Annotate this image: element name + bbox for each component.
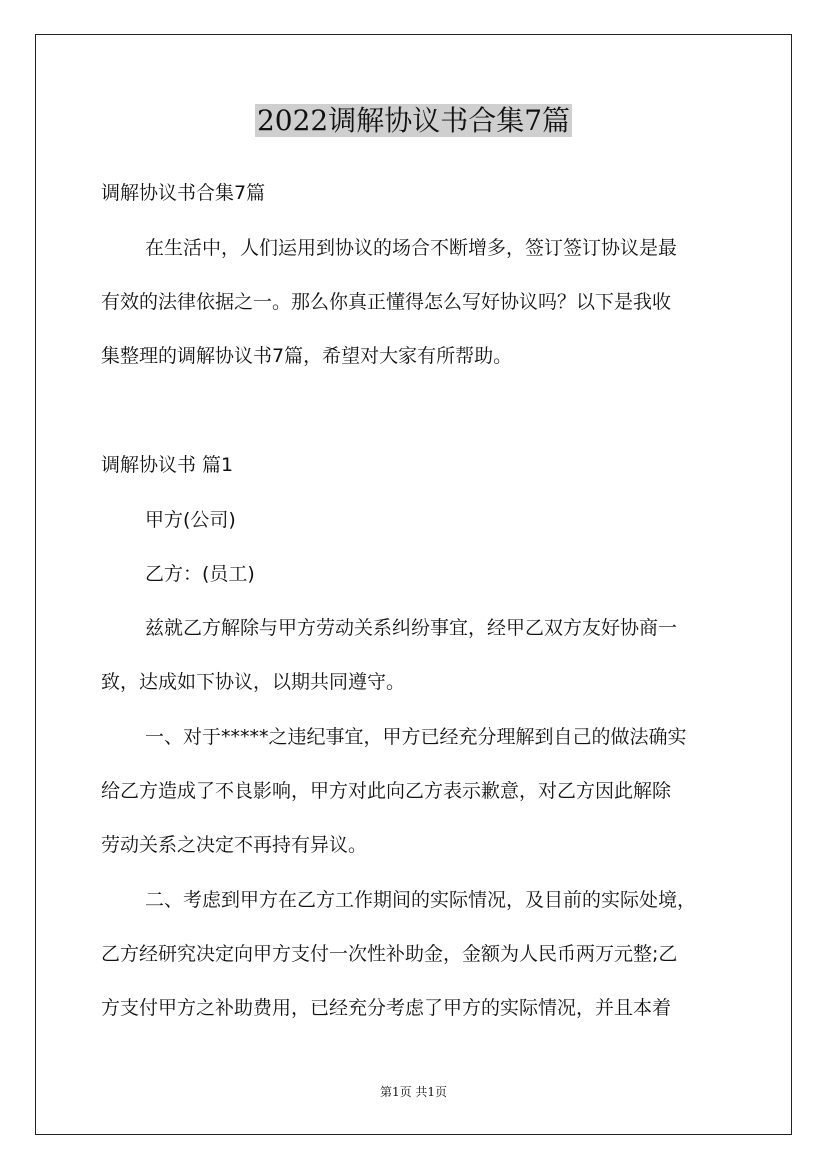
intro-line-3: 集整理的调解协议书7篇，希望对大家有所帮助。 xyxy=(101,345,513,367)
para2-line-3: 劳动关系之决定不再持有异议。 xyxy=(101,834,368,856)
document-title: 2022调解协议书合集7篇 xyxy=(256,104,571,137)
document-title-wrap xyxy=(0,101,827,141)
party-b: 乙方：(员工) xyxy=(145,563,255,585)
para1-line-1: 兹就乙方解除与甲方劳动关系纠纷事宜，经甲乙双方友好协商一 xyxy=(145,617,678,639)
para3-line-1: 二、考虑到甲方在乙方工作期间的实际情况，及目前的实际处境， xyxy=(145,889,697,911)
party-a: 甲方(公司) xyxy=(145,509,236,531)
intro-line-2: 有效的法律依据之一。那么你真正懂得怎么写好协议吗？以下是我收 xyxy=(101,291,672,313)
subtitle: 调解协议书合集7篇 xyxy=(101,182,266,204)
para1-line-2: 致，达成如下协议，以期共同遵守。 xyxy=(101,671,406,693)
section-heading: 调解协议书 篇1 xyxy=(101,454,234,476)
page-footer: 第1页 共1页 xyxy=(379,1085,448,1099)
intro-line-1: 在生活中，人们运用到协议的场合不断增多，签订签订协议是最 xyxy=(145,237,678,259)
para3-line-3: 方支付甲方之补助费用，已经充分考虑了甲方的实际情况，并且本着 xyxy=(101,997,672,1019)
para2-line-1: 一、对于*****之违纪事宜，甲方已经充分理解到自己的做法确实 xyxy=(145,726,687,748)
para3-line-2: 乙方经研究决定向甲方支付一次性补助金，金额为人民币两万元整;乙 xyxy=(101,943,678,965)
para2-line-2: 给乙方造成了不良影响，甲方对此向乙方表示歉意，对乙方因此解除 xyxy=(101,780,672,802)
